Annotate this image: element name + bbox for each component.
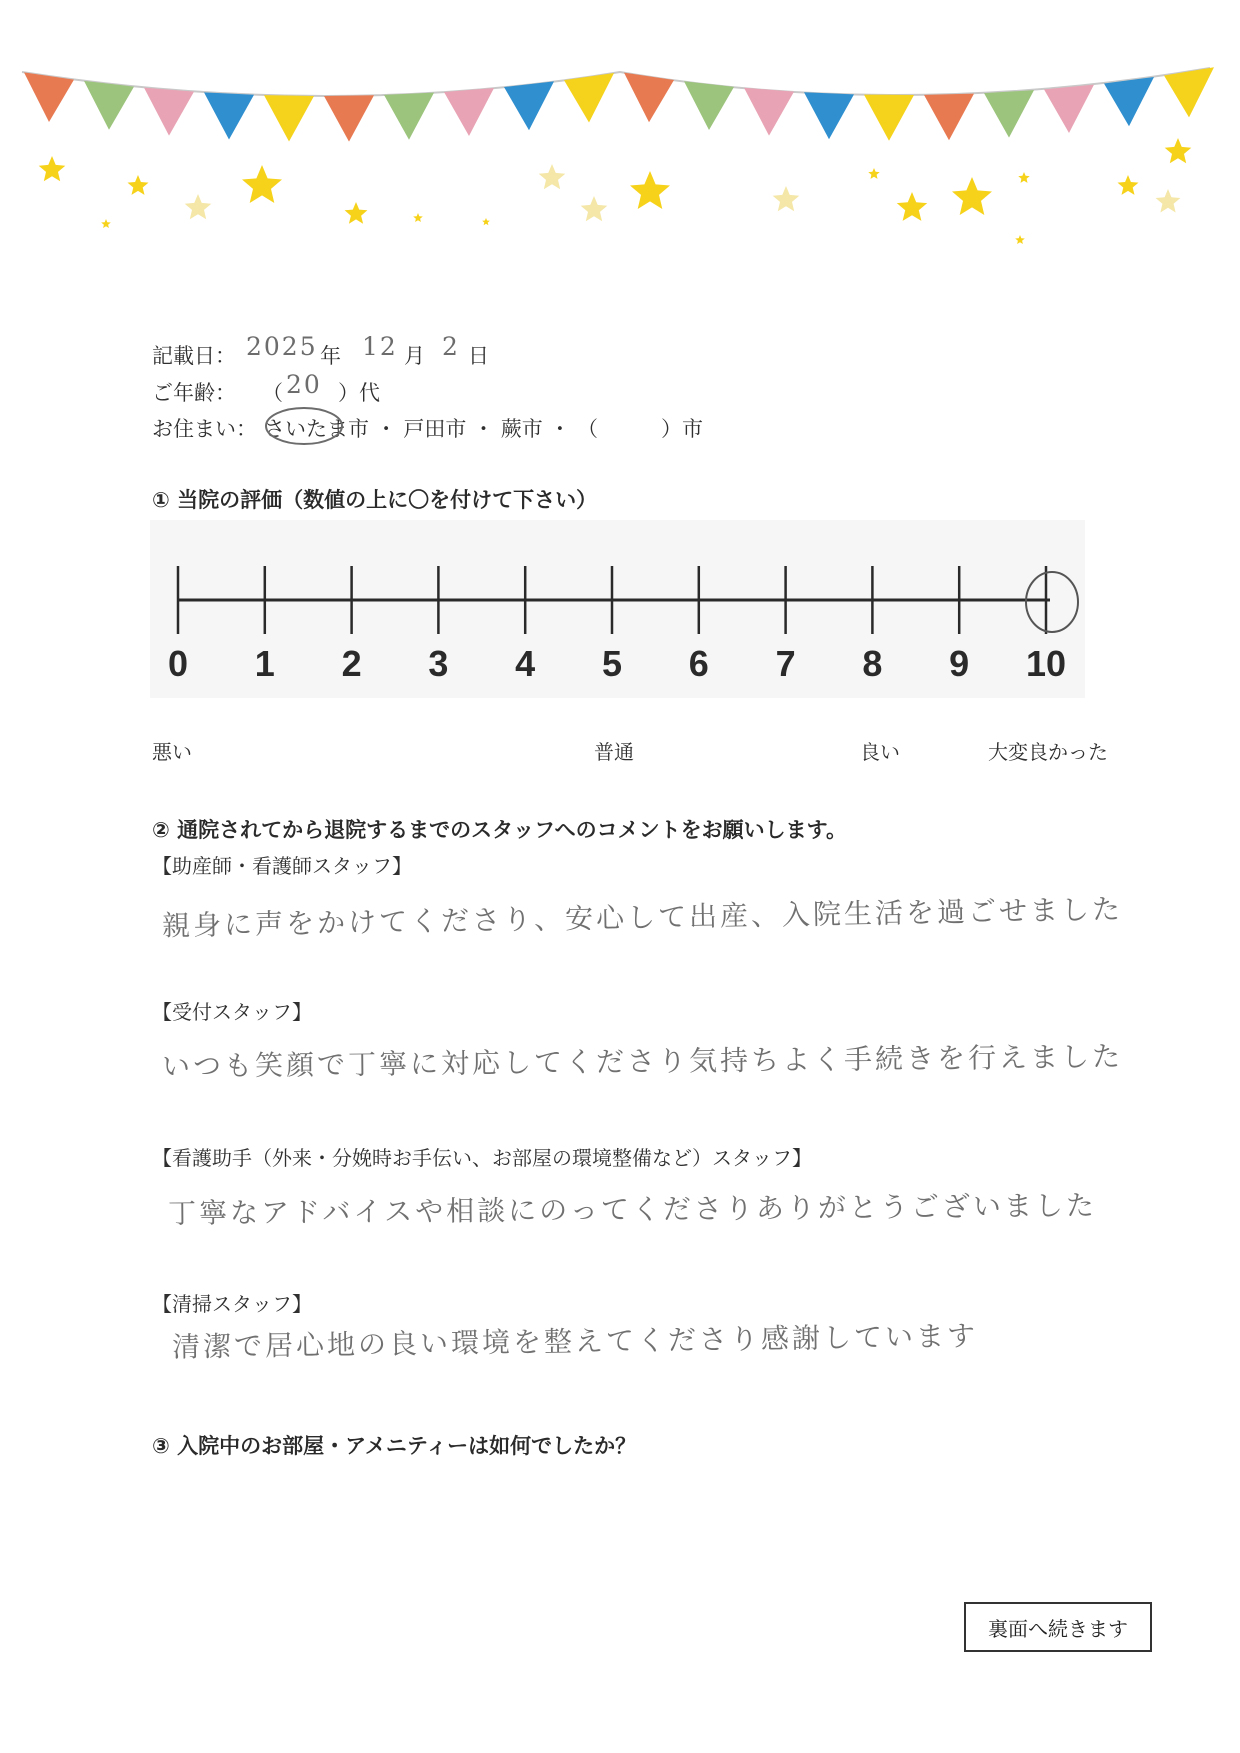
scale-label-good: 良い [860, 740, 900, 764]
scale-tick-label: 3 [428, 643, 449, 684]
bunting-flag [24, 72, 74, 122]
star-icon [952, 177, 992, 215]
age-open-paren: （ [262, 381, 283, 405]
star-icon [1015, 235, 1025, 244]
age-value: 20 [286, 370, 322, 399]
bunting-flag [444, 88, 494, 136]
residence-options: さいたま市 ・ 戸田市 ・ 蕨市 ・ （ ）市 [264, 417, 704, 441]
comment-cleaning: 清潔で居心地の良い環境を整えてくださり感謝しています [171, 1319, 979, 1364]
bunting-flag [144, 88, 194, 136]
rating-heading: ① 当院の評価（数値の上に〇を付けて下さい） [152, 488, 598, 512]
scale-label-very-good: 大変良かった [988, 740, 1108, 764]
star-icon [1018, 172, 1029, 183]
scale-tick-label: 4 [515, 643, 536, 684]
scale-tick-label: 1 [254, 643, 275, 684]
section-title-reception: 【受付スタッフ】 [152, 1000, 312, 1024]
section-title-cleaning: 【清掃スタッフ】 [152, 1292, 312, 1316]
star-icon [773, 186, 800, 211]
star-icon [581, 196, 608, 221]
section-title-nursing-assistant: 【看護助手（外来・分娩時お手伝い、お部屋の環境整備など）スタッフ】 [152, 1146, 812, 1170]
star-icon [185, 194, 212, 219]
star-icon [101, 219, 111, 228]
residence-selection-circle [258, 404, 350, 448]
date-label: 記載日： [152, 344, 236, 368]
continue-on-back-label: 裏面へ続きます [988, 1616, 1128, 1641]
bunting-flags [24, 67, 1214, 141]
bunting-flag [384, 93, 434, 140]
bunting-flag [864, 95, 914, 141]
bunting-flag [264, 95, 314, 141]
scale-tick-label: 2 [341, 643, 362, 684]
comment-midwife-nurse: 親身に声をかけてくださり、安心して出産、入院生活を過ごせました [161, 892, 1124, 943]
bunting-flag [804, 92, 854, 139]
bunting-flag [744, 88, 794, 136]
age-label: ご年齢： [152, 381, 236, 405]
scale-tick-label: 6 [688, 643, 709, 684]
star-icon [345, 202, 368, 224]
scale-tick-label: 5 [601, 643, 623, 684]
bunting-flag [984, 90, 1034, 138]
star-icon [242, 165, 282, 203]
bunting-flag [684, 81, 734, 130]
star-icon [539, 164, 566, 189]
scale-tick-label: 7 [775, 643, 796, 684]
section-title-midwife-nurse: 【助産師・看護師スタッフ】 [152, 854, 412, 878]
star-icon [868, 168, 879, 179]
star-icon [39, 156, 66, 181]
scale-tick-label: 0 [167, 643, 189, 684]
scale-tick-label: 10 [1025, 643, 1067, 684]
month-unit: 月 [404, 344, 425, 368]
bunting-banner-decoration [0, 0, 1240, 260]
rooms-heading: ③ 入院中のお部屋・アメニティーは如何でしたか？ [152, 1434, 637, 1458]
star-icon [413, 213, 423, 222]
star-icon [128, 175, 149, 195]
decorative-stars [39, 138, 1192, 244]
comments-heading: ② 通院されてから退院するまでのスタッフへのコメントをお願いします。 [152, 818, 847, 842]
star-icon [1118, 175, 1139, 195]
bunting-flag [1104, 77, 1154, 126]
scale-label-normal: 普通 [594, 740, 634, 764]
star-icon [897, 192, 927, 221]
comment-nursing-assistant: 丁寧なアドバイスや相談にのってくださりありがとうございました [167, 1188, 1098, 1231]
bunting-flag [1044, 85, 1094, 133]
continue-on-back-box [964, 1602, 1152, 1652]
bunting-flag [564, 73, 614, 123]
star-icon [1165, 138, 1192, 163]
comment-reception: いつも笑顔で丁寧に対応してくださり気持ちよく手続きを行えました [161, 1039, 1124, 1084]
star-icon [630, 171, 670, 209]
date-year-value: 2025 [246, 332, 318, 361]
date-month-value: 12 [362, 332, 398, 361]
rating-scale [150, 520, 1090, 700]
star-icon [1156, 189, 1181, 213]
scale-tick-label: 9 [949, 643, 970, 684]
age-close-paren: ）代 [338, 381, 380, 405]
bunting-flag [324, 95, 374, 141]
star-icon [482, 218, 490, 225]
year-unit: 年 [320, 344, 341, 368]
bunting-flag [504, 81, 554, 130]
day-unit: 日 [468, 344, 489, 368]
bunting-flag [624, 73, 674, 123]
date-day-value: 2 [442, 332, 460, 361]
scale-tick-label: 8 [862, 643, 883, 684]
bunting-flag [924, 94, 974, 141]
bunting-flag [1164, 67, 1214, 117]
residence-label: お住まい： [152, 417, 257, 441]
scale-label-bad: 悪い [152, 740, 192, 764]
bunting-flag [204, 92, 254, 139]
bunting-flag [84, 81, 134, 130]
